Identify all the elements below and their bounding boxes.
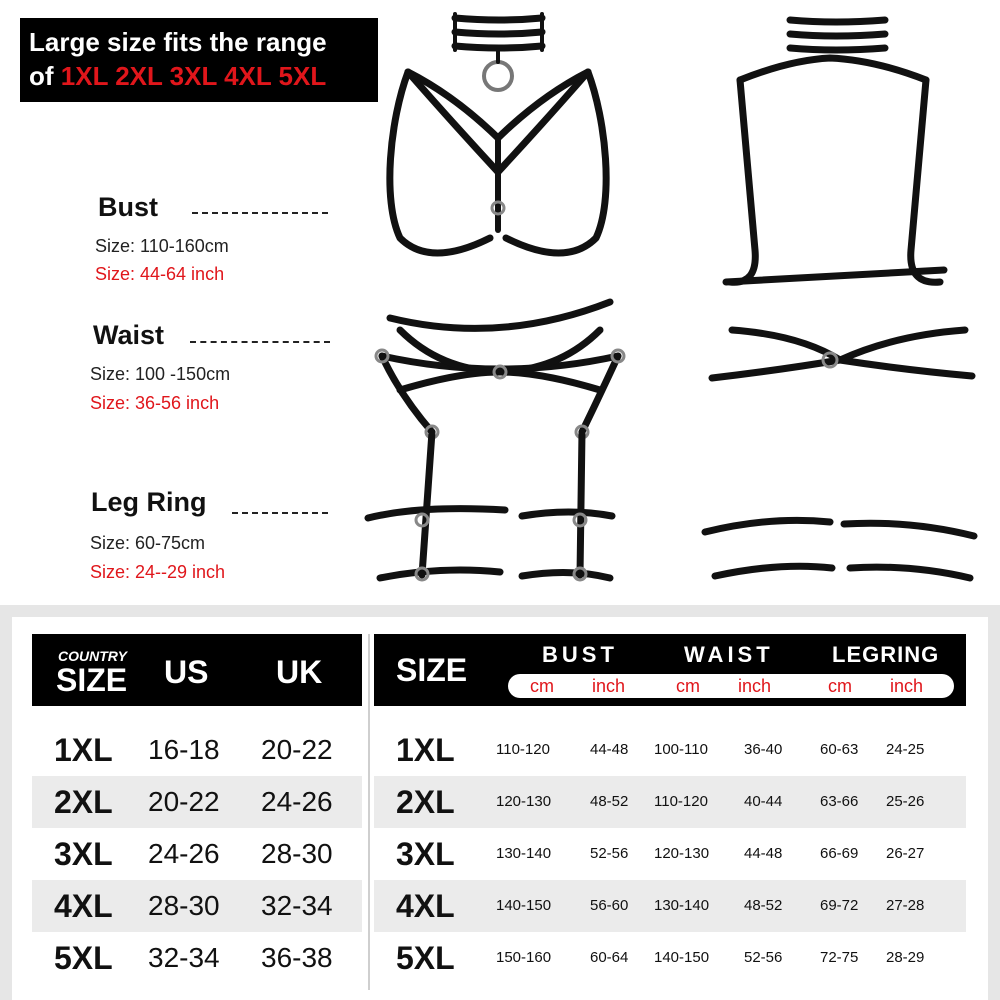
row-us: 28-30 bbox=[148, 890, 220, 921]
row-leg-inch: 27-28 bbox=[886, 897, 925, 914]
row-bust-cm: 120-130 bbox=[496, 793, 552, 810]
table-row bbox=[374, 776, 966, 828]
row-leg-inch: 28-29 bbox=[886, 949, 925, 966]
front-bra-harness bbox=[390, 72, 606, 253]
row-uk: 28-30 bbox=[261, 838, 333, 869]
bust-size-cm: Size: 110-160cm bbox=[95, 236, 229, 256]
row-us: 32-34 bbox=[148, 942, 220, 973]
row-bust-cm: 140-150 bbox=[496, 897, 552, 914]
unit-bust-cm: cm bbox=[530, 676, 554, 696]
leg-ring-size-cm: Size: 60-75cm bbox=[90, 533, 206, 553]
bust-size-inch: Size: 44-64 inch bbox=[95, 264, 225, 284]
row-leg-inch: 25-26 bbox=[886, 793, 925, 810]
table-row bbox=[32, 880, 362, 932]
table-row bbox=[32, 828, 362, 880]
back-bra-harness bbox=[726, 20, 944, 282]
row-bust-cm: 150-160 bbox=[496, 949, 552, 966]
row-uk: 24-26 bbox=[261, 786, 333, 817]
row-bust-inch: 44-48 bbox=[590, 741, 629, 758]
table-divider bbox=[368, 634, 370, 990]
row-size: 1XL bbox=[54, 732, 113, 768]
bust-title: Bust bbox=[98, 192, 158, 222]
header-right-size-label: SIZE bbox=[396, 652, 468, 688]
size-range-banner bbox=[20, 18, 378, 102]
unit-bust-inch: inch bbox=[592, 676, 626, 696]
waist-dash-line bbox=[190, 341, 330, 343]
table-row bbox=[374, 880, 966, 932]
row-bust-inch: 56-60 bbox=[590, 897, 629, 914]
row-waist-inch: 36-40 bbox=[744, 741, 783, 758]
row-leg-cm: 69-72 bbox=[820, 897, 859, 914]
back-leg-rings bbox=[705, 520, 974, 578]
country-size-header bbox=[32, 634, 362, 706]
row-leg-inch: 26-27 bbox=[886, 845, 925, 862]
row-waist-cm: 120-130 bbox=[654, 845, 710, 862]
header-us-label: US bbox=[164, 654, 209, 690]
row-waist-cm: 100-110 bbox=[654, 741, 708, 758]
header-uk-label: UK bbox=[276, 654, 323, 690]
row-size: 2XL bbox=[396, 784, 455, 820]
header-legring-label: LEGRING bbox=[832, 642, 940, 667]
row-bust-cm: 130-140 bbox=[496, 845, 552, 862]
row-leg-cm: 72-75 bbox=[820, 949, 859, 966]
table-row bbox=[374, 724, 966, 776]
front-leg-rings bbox=[368, 509, 612, 580]
row-bust-inch: 60-64 bbox=[590, 949, 629, 966]
banner-line-1: Large size fits the range bbox=[29, 27, 327, 57]
row-waist-inch: 40-44 bbox=[744, 793, 783, 810]
unit-leg-cm: cm bbox=[828, 676, 852, 696]
header-country-label: COUNTRY bbox=[58, 648, 127, 664]
row-size: 5XL bbox=[396, 940, 455, 976]
row-uk: 36-38 bbox=[261, 942, 333, 973]
table-row bbox=[374, 932, 966, 984]
header-bust-label: BUST bbox=[542, 642, 618, 667]
unit-leg-inch: inch bbox=[890, 676, 924, 696]
leg-ring-title: Leg Ring bbox=[91, 487, 207, 517]
table-row bbox=[32, 932, 362, 984]
unit-pill bbox=[508, 674, 954, 698]
row-size: 2XL bbox=[54, 784, 113, 820]
row-size: 4XL bbox=[54, 888, 113, 924]
waist-size-cm: Size: 100 -150cm bbox=[90, 364, 231, 384]
row-waist-inch: 48-52 bbox=[744, 897, 783, 914]
unit-waist-cm: cm bbox=[676, 676, 700, 696]
banner-size-list: 1XL 2XL 3XL 4XL 5XL bbox=[60, 61, 327, 91]
row-us: 20-22 bbox=[148, 786, 220, 817]
row-bust-inch: 52-56 bbox=[590, 845, 629, 862]
row-leg-cm: 63-66 bbox=[820, 793, 859, 810]
row-waist-cm: 110-120 bbox=[654, 793, 708, 810]
header-size-label: SIZE bbox=[56, 662, 128, 698]
row-us: 24-26 bbox=[148, 838, 220, 869]
back-garter-belt bbox=[712, 330, 972, 378]
front-choker bbox=[455, 14, 542, 90]
row-bust-inch: 48-52 bbox=[590, 793, 629, 810]
row-waist-cm: 130-140 bbox=[654, 897, 710, 914]
table-row bbox=[32, 776, 362, 828]
row-waist-inch: 52-56 bbox=[744, 949, 783, 966]
waist-title: Waist bbox=[93, 320, 165, 350]
row-waist-cm: 140-150 bbox=[654, 949, 710, 966]
waist-size-inch: Size: 36-56 inch bbox=[90, 393, 220, 413]
leg-ring-size-inch: Size: 24--29 inch bbox=[90, 562, 226, 582]
row-leg-inch: 24-25 bbox=[886, 741, 925, 758]
row-size: 5XL bbox=[54, 940, 113, 976]
row-size: 3XL bbox=[54, 836, 113, 872]
leg-ring-dash-line bbox=[232, 512, 328, 514]
row-size: 3XL bbox=[396, 836, 455, 872]
row-uk: 32-34 bbox=[261, 890, 333, 921]
unit-waist-inch: inch bbox=[738, 676, 772, 696]
row-us: 16-18 bbox=[148, 734, 220, 765]
row-bust-cm: 110-120 bbox=[496, 741, 550, 758]
banner-line-2-prefix: of bbox=[29, 61, 54, 91]
header-waist-label: WAIST bbox=[684, 642, 774, 667]
bust-dash-line bbox=[192, 212, 328, 214]
row-leg-cm: 66-69 bbox=[820, 845, 859, 862]
row-uk: 20-22 bbox=[261, 734, 333, 765]
row-size: 4XL bbox=[396, 888, 455, 924]
table-row bbox=[32, 724, 362, 776]
front-garter-belt bbox=[376, 302, 624, 575]
measurement-header bbox=[374, 634, 966, 706]
banner-line-2 bbox=[29, 59, 378, 93]
table-row bbox=[374, 828, 966, 880]
row-size: 1XL bbox=[396, 732, 455, 768]
harness-product-illustration bbox=[360, 0, 1000, 600]
row-waist-inch: 44-48 bbox=[744, 845, 783, 862]
row-leg-cm: 60-63 bbox=[820, 741, 859, 758]
